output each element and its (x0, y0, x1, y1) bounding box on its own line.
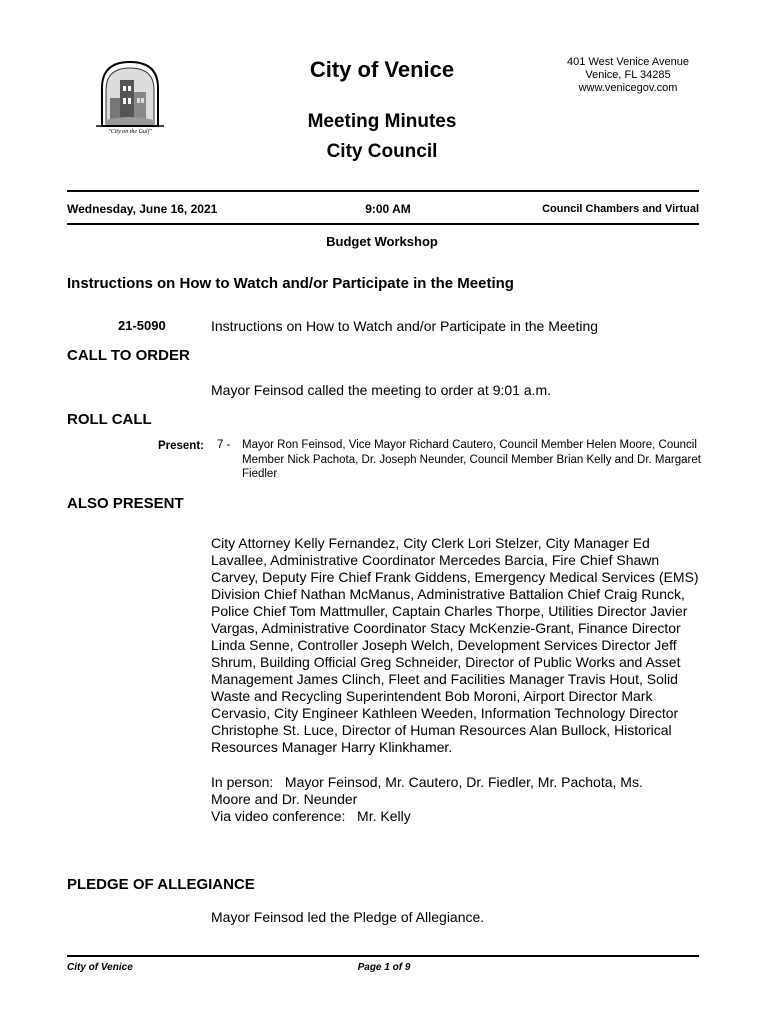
council-title: City Council (326, 141, 438, 162)
meeting-date: Wednesday, June 16, 2021 (67, 202, 218, 216)
in-person-line-1: In person: Mayor Feinsod, Mr. Cautero, Dr. Fiedler, Mr. Pachota, Ms. (211, 774, 643, 790)
in-person-line-2: Moore and Dr. Neunder (211, 791, 358, 807)
call-to-order-heading: CALL TO ORDER (67, 347, 190, 364)
present-count: 7 - (217, 439, 231, 451)
present-names: Mayor Ron Feinsod, Vice Mayor Richard Cautero, Council Member Helen Moore, Council Member Nick Pachota, Dr. Joseph Neunder, Council Member Brian Kelly and Dr. Margaret Fiedler (242, 439, 701, 480)
instructions-heading: Instructions on How to Watch and/or Participate in the Meeting (67, 275, 514, 292)
meeting-time: 9:00 AM (365, 202, 411, 216)
roll-call-heading: ROLL CALL (67, 411, 152, 428)
city-title: City of Venice (309, 57, 455, 82)
meeting-type: Budget Workshop (326, 234, 438, 249)
agenda-item-text: Instructions on How to Watch and/or Participate in the Meeting (211, 318, 599, 334)
address-line-2: Venice, FL 34285 (585, 69, 671, 81)
video-conference-line: Via video conference: Mr. Kelly (211, 808, 411, 824)
footer-rule (67, 955, 699, 957)
meeting-location: Council Chambers and Virtual (542, 203, 699, 215)
also-present-text: City Attorney Kelly Fernandez, City Clerk Lori Stelzer, City Manager Ed Lavallee, Administrative Coordinator Mercedes Barcia, Fire Chief Shawn Carvey, Deputy Fire Chief Frank Giddens, Emergency Medical Services (EMS) Division Chief Nathan McManus, Administrative Battalion Chief Craig Runck, Police Chief Tom Mattmuller, Captain Charles Thorpe, Utilities Director Javier Vargas, Administrative Coordinator Stacy McKenzie-Grant, Finance Director Linda Senne, Controller Joseph Welch, Development Services Director Jeff Shrum, Building Official Greg Schneider, Director of Public Works and Asset Management James Clinch, Fleet and Facilities Manager Travis Hout, Solid Waste and Recycling Superintendent Bob Moroni, Airport Director Mark Cervasio, City Engineer Kathleen Weeden, Information Technology Director Christophe St. Luce, Director of Human Resources Alan Bullock, Historical Resources Manager Harry Klinkhamer. (211, 535, 699, 755)
website-link[interactable]: www.venicegov.com (578, 82, 678, 94)
doc-type-title: Meeting Minutes (307, 111, 457, 132)
pledge-heading: PLEDGE OF ALLEGIANCE (67, 876, 255, 893)
footer-city: City of Venice (67, 962, 133, 973)
present-label: Present: (157, 440, 204, 452)
top-rule (67, 190, 699, 192)
footer-page-number: Page 1 of 9 (357, 962, 411, 973)
pledge-text: Mayor Feinsod led the Pledge of Allegiance. (211, 909, 485, 925)
bottom-rule (67, 223, 699, 225)
call-to-order-text: Mayor Feinsod called the meeting to order at 9:01 a.m. (211, 382, 552, 398)
also-present-heading: ALSO PRESENT (67, 495, 184, 512)
agenda-item-number[interactable]: 21-5090 (118, 318, 166, 333)
logo-caption: "City on the Gulf" (108, 129, 152, 135)
city-seal-logo (90, 58, 170, 140)
city-address (540, 56, 716, 95)
address-line-1: 401 West Venice Avenue (567, 56, 689, 68)
